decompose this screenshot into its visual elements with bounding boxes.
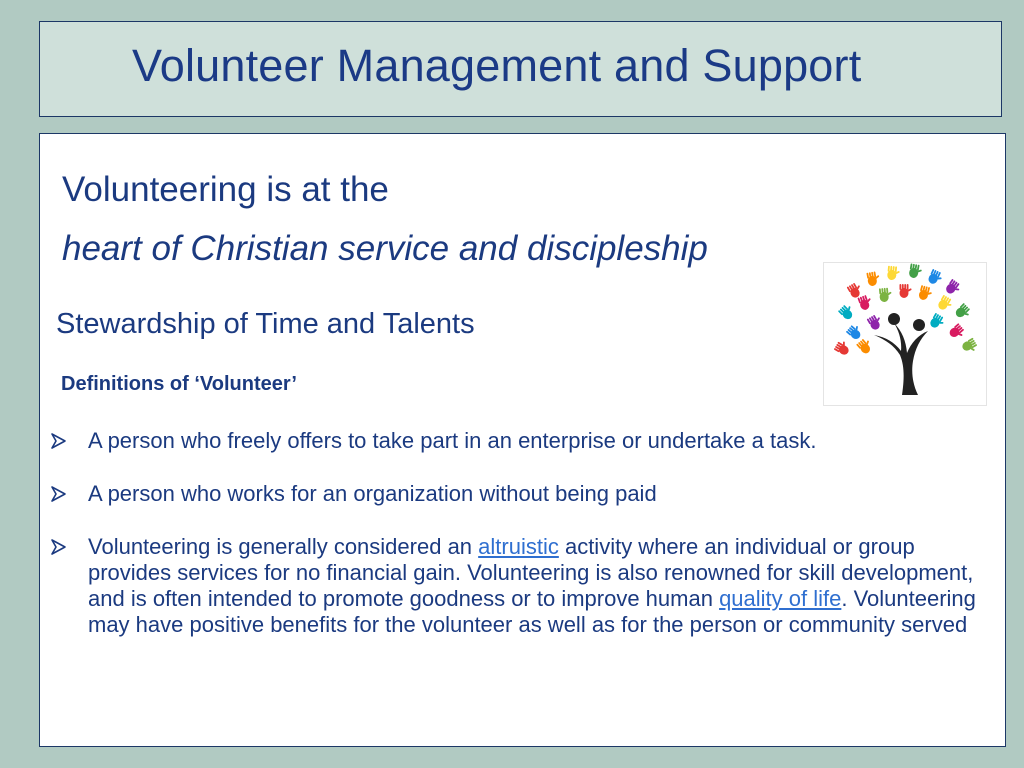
tree-of-hands-image bbox=[823, 262, 987, 406]
definitions-heading: Definitions of ‘Volunteer’ bbox=[61, 373, 297, 395]
intro-line-1: Volunteering is at the bbox=[62, 170, 389, 209]
arrowhead-bullet-icon bbox=[50, 482, 68, 506]
hand-icon bbox=[887, 266, 901, 281]
bullet-text-part: . Volunteering may have positive benefits for the volunteer as well as for the person or community served bbox=[88, 586, 976, 637]
arrowhead-bullet-icon bbox=[50, 535, 68, 559]
bullet-text: A person who freely offers to take part in an enterprise or undertake a task. bbox=[88, 428, 817, 453]
bullet-item bbox=[50, 481, 985, 507]
intro-line-2: heart of Christian service and discipleship bbox=[62, 229, 708, 268]
bullet-text-part: activity where an individual or group provides services for no financial gain. Volunteering is also renowned for skill development, and is often intended to promote goodness or to improve human bbox=[88, 534, 974, 611]
hand-icon bbox=[866, 271, 881, 287]
bullet-text bbox=[88, 534, 985, 638]
hand-icon bbox=[846, 322, 865, 340]
bullet-text-part: Volunteering is generally considered an bbox=[88, 534, 479, 559]
figure-head bbox=[913, 319, 925, 331]
slide-title: Volunteer Management and Support bbox=[132, 40, 862, 91]
arrowhead-bullet-icon bbox=[50, 429, 68, 453]
bullet-item bbox=[50, 428, 985, 454]
hand-icon bbox=[834, 339, 852, 357]
hand-icon bbox=[908, 263, 923, 279]
hand-icon bbox=[857, 294, 873, 311]
tree-of-hands-illustration bbox=[824, 263, 986, 405]
title-box bbox=[39, 21, 1002, 117]
figure-head bbox=[888, 313, 900, 325]
hand-icon bbox=[879, 287, 893, 302]
hand-icon bbox=[937, 295, 955, 313]
hand-icon bbox=[856, 337, 874, 356]
altruistic-link[interactable]: altruistic bbox=[478, 534, 559, 559]
stewardship-heading: Stewardship of Time and Talents bbox=[56, 308, 475, 340]
bullet-item bbox=[50, 534, 985, 638]
hand-icon bbox=[918, 285, 934, 302]
hand-icon bbox=[929, 313, 947, 331]
hand-icon bbox=[948, 323, 967, 341]
hand-icon bbox=[867, 313, 885, 331]
quality-of-life-link[interactable]: quality of life bbox=[719, 586, 842, 611]
tree-trunk bbox=[874, 323, 928, 395]
hand-icon bbox=[838, 302, 857, 321]
hand-icon bbox=[927, 269, 944, 287]
hand-icon bbox=[847, 281, 865, 299]
hand-icon bbox=[900, 284, 912, 298]
hand-icon bbox=[944, 279, 962, 298]
hand-icon bbox=[961, 338, 979, 356]
bullet-text: A person who works for an organization without being paid bbox=[88, 481, 657, 506]
hand-icon bbox=[954, 303, 973, 322]
